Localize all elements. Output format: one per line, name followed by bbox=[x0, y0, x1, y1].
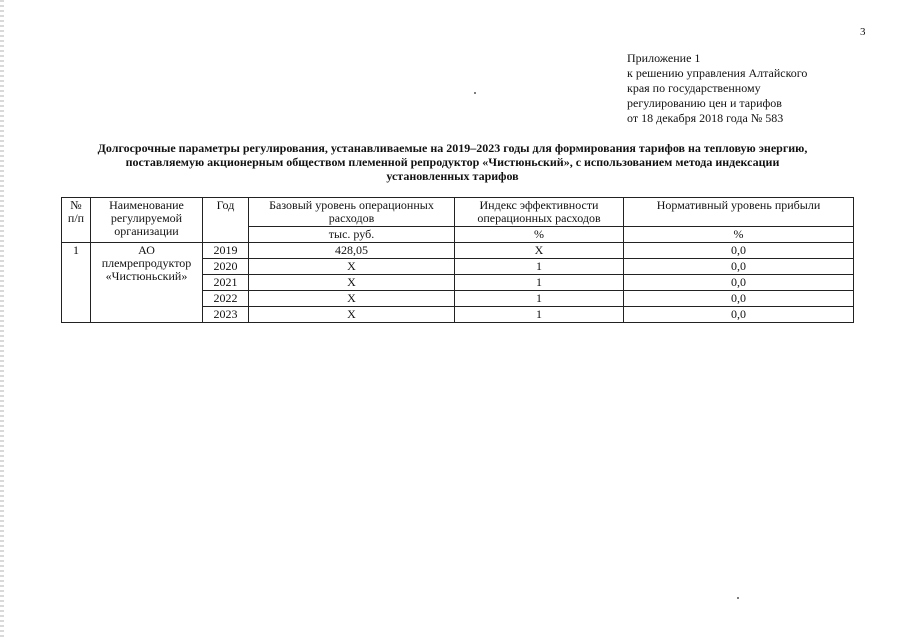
unit-base-level: тыс. руб. bbox=[249, 227, 455, 243]
cell-profit-level: 0,0 bbox=[624, 259, 854, 275]
cell-efficiency-index: 1 bbox=[455, 259, 624, 275]
appendix-line: Приложение 1 bbox=[627, 51, 701, 65]
cell-base-level: 428,05 bbox=[249, 243, 455, 259]
cell-year: 2020 bbox=[203, 259, 249, 275]
scan-speck bbox=[737, 597, 739, 599]
scan-speck bbox=[474, 92, 476, 94]
appendix-line: края по государственному bbox=[627, 81, 761, 95]
cell-base-level: X bbox=[249, 307, 455, 323]
cell-efficiency-index: 1 bbox=[455, 275, 624, 291]
cell-year: 2019 bbox=[203, 243, 249, 259]
appendix-line: к решению управления Алтайского bbox=[627, 66, 808, 80]
header-efficiency-index: Индекс эффективности операционных расходов bbox=[455, 198, 624, 227]
scan-edge bbox=[0, 0, 4, 639]
page-number: 3 bbox=[860, 26, 866, 38]
cell-year: 2023 bbox=[203, 307, 249, 323]
header-profit-level: Нормативный уровень прибыли bbox=[624, 198, 854, 227]
appendix-line: от 18 декабря 2018 года № 583 bbox=[627, 111, 784, 125]
row-number: 1 bbox=[62, 243, 91, 323]
regulation-parameters-table bbox=[61, 197, 854, 323]
header-organization: Наименование регулируемой организации bbox=[91, 198, 203, 243]
title-line: установленных тарифов bbox=[386, 169, 519, 183]
cell-efficiency-index: X bbox=[455, 243, 624, 259]
cell-efficiency-index: 1 bbox=[455, 291, 624, 307]
cell-year: 2022 bbox=[203, 291, 249, 307]
organization-line: АО bbox=[138, 243, 155, 257]
unit-profit-level: % bbox=[624, 227, 854, 243]
title-line: Долгосрочные параметры регулирования, устанавливаемые на 2019–2023 годы для формирования тарифов на тепловую энергию, bbox=[97, 141, 808, 155]
organization-line: племрепродуктор bbox=[101, 256, 192, 270]
cell-base-level: X bbox=[249, 259, 455, 275]
cell-profit-level: 0,0 bbox=[624, 243, 854, 259]
cell-profit-level: 0,0 bbox=[624, 307, 854, 323]
cell-base-level: X bbox=[249, 275, 455, 291]
appendix-line: регулированию цен и тарифов bbox=[627, 96, 782, 110]
cell-base-level: X bbox=[249, 291, 455, 307]
cell-efficiency-index: 1 bbox=[455, 307, 624, 323]
table-row bbox=[62, 243, 854, 259]
header-number: № п/п bbox=[62, 198, 91, 243]
header-year: Год bbox=[203, 198, 249, 243]
cell-profit-level: 0,0 bbox=[624, 275, 854, 291]
unit-efficiency-index: % bbox=[455, 227, 624, 243]
header-base-level: Базовый уровень операционных расходов bbox=[249, 198, 455, 227]
organization-line: «Чистюньский» bbox=[105, 269, 188, 283]
document-title bbox=[40, 141, 865, 183]
title-line: поставляемую акционерным обществом племенной репродуктор «Чистюньский», с использованием метода индексации bbox=[125, 155, 780, 169]
appendix-block bbox=[627, 51, 807, 126]
cell-profit-level: 0,0 bbox=[624, 291, 854, 307]
organization-name bbox=[91, 243, 203, 323]
cell-year: 2021 bbox=[203, 275, 249, 291]
